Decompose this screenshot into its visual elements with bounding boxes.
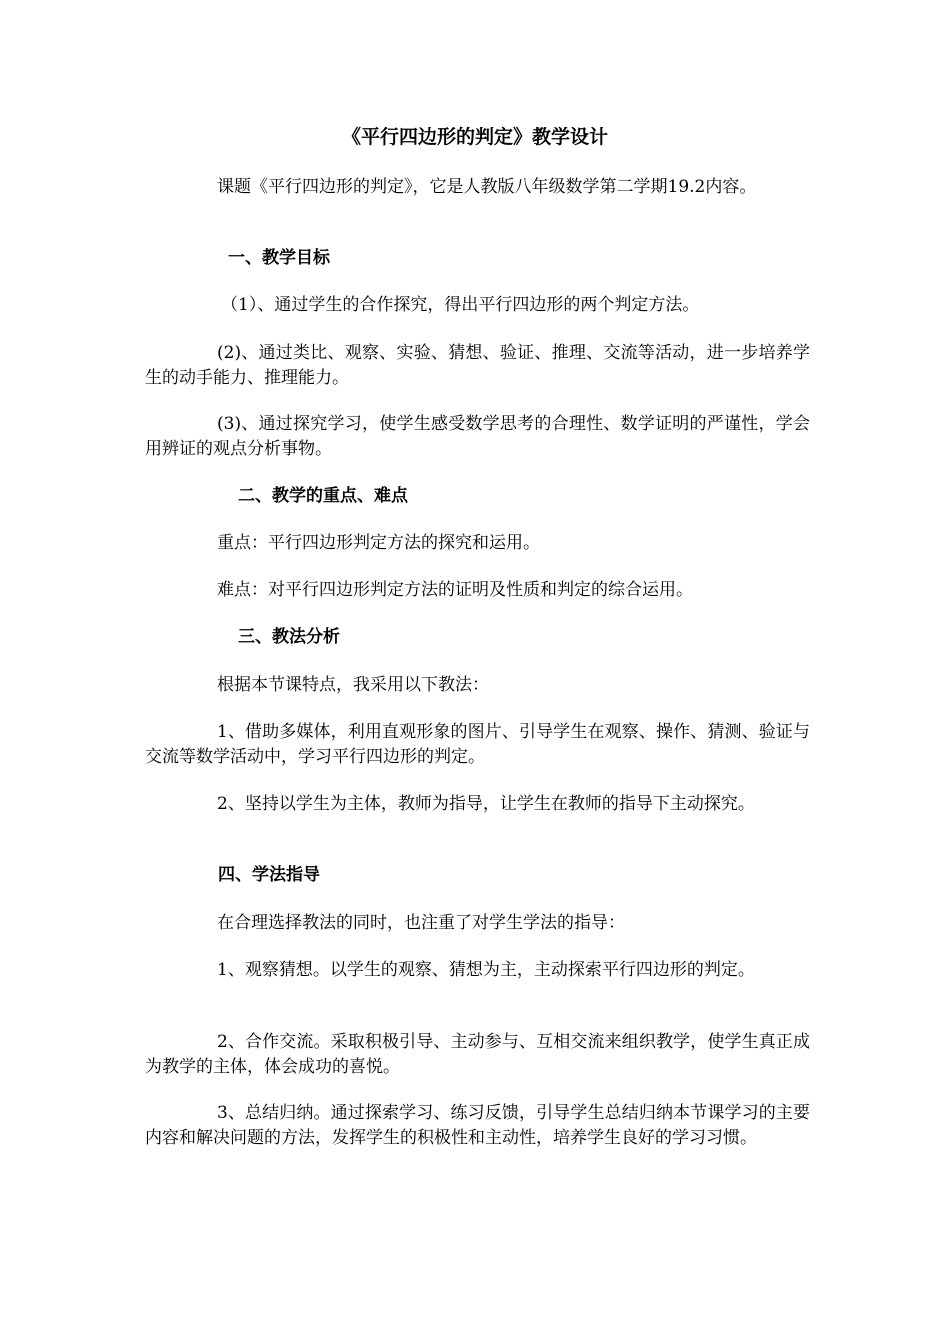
intro-paragraph: 课题《平行四边形的判定》，它是人教版八年级数学第二学期19.2内容。 bbox=[217, 177, 757, 197]
goal-item-2: (2)、通过类比、观察、实验、猜想、验证、推理、交流等活动，进一步培养学生的动手能力、推理能力。 bbox=[145, 343, 810, 388]
study-guidance-item-3: 3、总结归纳。通过探索学习、练习反馈，引导学生总结归纳本节课学习的主要内容和解决问题的方法，发挥学生的积极性和主动性，培养学生良好的学习习惯。 bbox=[145, 1103, 810, 1148]
goal-item-3: (3)、通过探究学习，使学生感受数学思考的合理性、数学证明的严谨性，学会用辨证的观点分析事物。 bbox=[145, 414, 810, 459]
document-title: 《平行四边形的判定》教学设计 bbox=[341, 126, 608, 148]
key-point-paragraph: 重点：平行四边形判定方法的探究和运用。 bbox=[217, 533, 540, 553]
teaching-method-item-1: 1、借助多媒体，利用直观形象的图片、引导学生在观察、操作、猜测、验证与交流等数学活动中，学习平行四边形的判定。 bbox=[145, 722, 810, 767]
difficult-point-paragraph: 难点：对平行四边形判定方法的证明及性质和判定的综合运用。 bbox=[217, 580, 693, 600]
goal-item-1: （1）、通过学生的合作探究，得出平行四边形的两个判定方法。 bbox=[221, 295, 700, 315]
teaching-methods-lead: 根据本节课特点，我采用以下教法： bbox=[217, 675, 489, 695]
section-heading-teaching-goals: 一、教学目标 bbox=[228, 248, 330, 268]
section-heading-study-guidance: 四、学法指导 bbox=[218, 865, 320, 885]
study-guidance-item-1: 1、观察猜想。以学生的观察、猜想为主，主动探索平行四边形的判定。 bbox=[217, 960, 755, 980]
section-heading-teaching-methods: 三、教法分析 bbox=[238, 627, 340, 647]
study-guidance-item-2: 2、合作交流。采取积极引导、主动参与、互相交流来组织教学，使学生真正成为教学的主体，体会成功的喜悦。 bbox=[145, 1032, 810, 1077]
section-heading-key-points: 二、教学的重点、难点 bbox=[238, 486, 408, 506]
study-guidance-lead: 在合理选择教法的同时，也注重了对学生学法的指导： bbox=[217, 913, 625, 933]
teaching-method-item-2: 2、坚持以学生为主体，教师为指导，让学生在教师的指导下主动探究。 bbox=[217, 794, 755, 814]
